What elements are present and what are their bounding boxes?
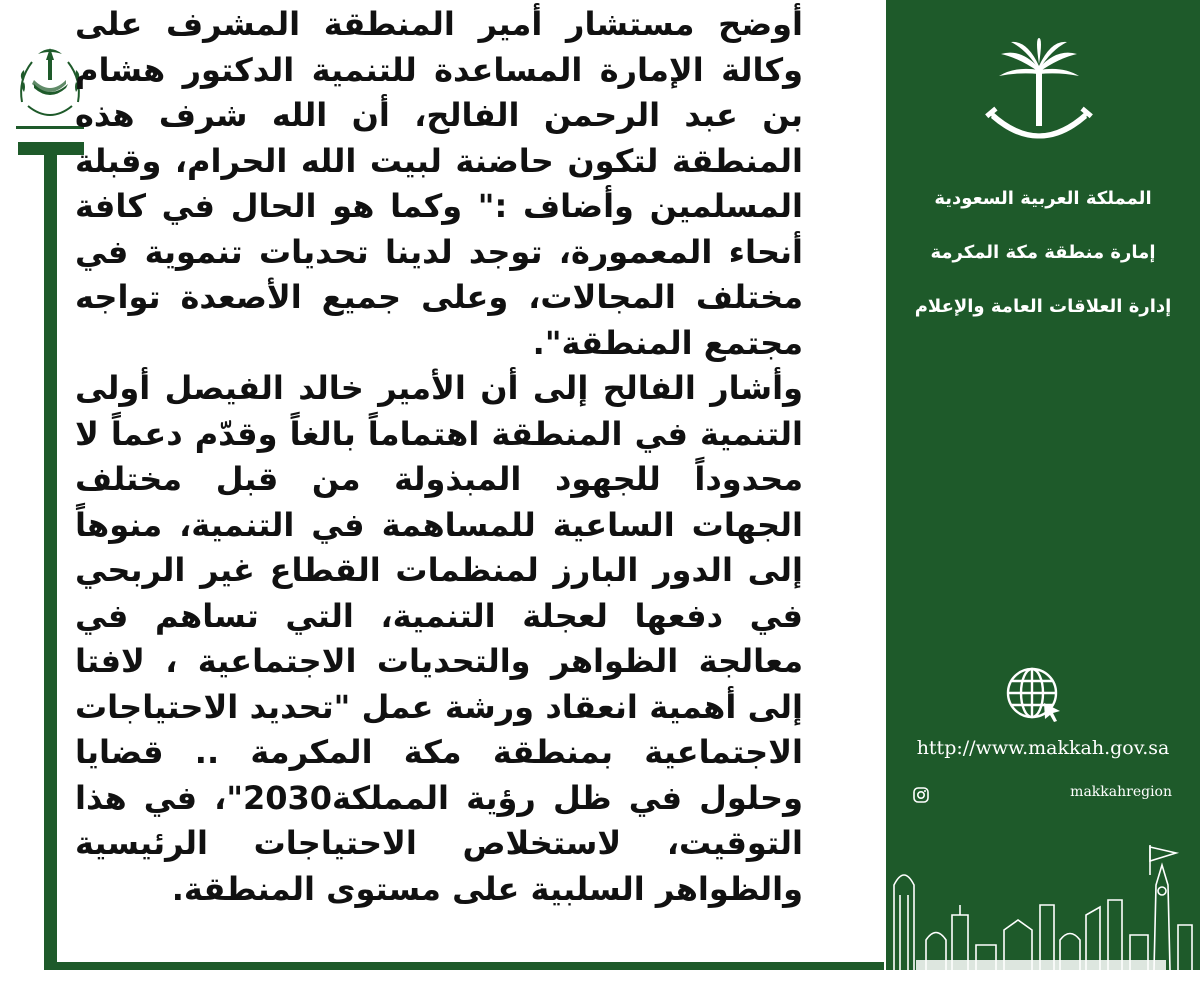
right-info-panel — [886, 0, 1200, 970]
website-url[interactable]: http://www.makkah.gov.sa — [916, 737, 1170, 759]
article-paragraph-1: أوضح مستشار أمير المنطقة المشرف على وكالة الإمارة المساعدة للتنمية الدكتور هشام بن عبد الرحمن الفالح، أن الله شرف هذه المنطقة لتكون حاضنة لبيت الله الحرام، وقبلة المسلمين وأضاف :" وكما هو الحال في كافة أنحاء المعمورة، توجد لدينا تحديات تنموية في مختلف المجالات، وعلى جميع الأصعدة تواجه مجتمع المنطقة". — [75, 5, 803, 362]
country-name: المملكة العربية السعودية — [934, 188, 1152, 209]
instagram-handle[interactable]: makkahregion — [1070, 784, 1172, 800]
region-emirate-name: إمارة منطقة مكة المكرمة — [930, 242, 1156, 263]
department-name: إدارة العلاقات العامة والإعلام — [914, 296, 1172, 317]
globe-icon — [1004, 665, 1064, 725]
article-paragraph-2: وأشار الفالح إلى أن الأمير خالد الفيصل أولى التنمية في المنطقة اهتماماً بالغاً وقدّم دعماً لا محدوداً للجهود المبذولة من قبل مختلف الجهات الساعية للمساهمة في التنمية، منوهاً إلى الدور البارز لمنظمات القطاع غير الربحي في دفعها لعجلة التنمية، التي تساهم في معالجة الظواهر والتحديات الاجتماعية ، لافتا إلى أهمية انعقاد ورشة عمل "تحديد الاحتياجات الاجتماعية بمنطقة مكة المكرمة .. قضايا وحلول في ظل رؤية المملكة2030"، في هذا التوقيت، لاستخلاص الاحتياجات الرئيسية والظواهر السلبية على مستوى المنطقة. — [75, 369, 803, 908]
article-body — [75, 2, 803, 912]
bracket-vertical-bar — [44, 155, 57, 970]
palm-swords-emblem-icon — [983, 38, 1095, 162]
city-skyline-illustration-icon — [886, 845, 1200, 970]
bracket-bottom-bar — [44, 962, 884, 970]
instagram-icon[interactable] — [913, 787, 929, 803]
